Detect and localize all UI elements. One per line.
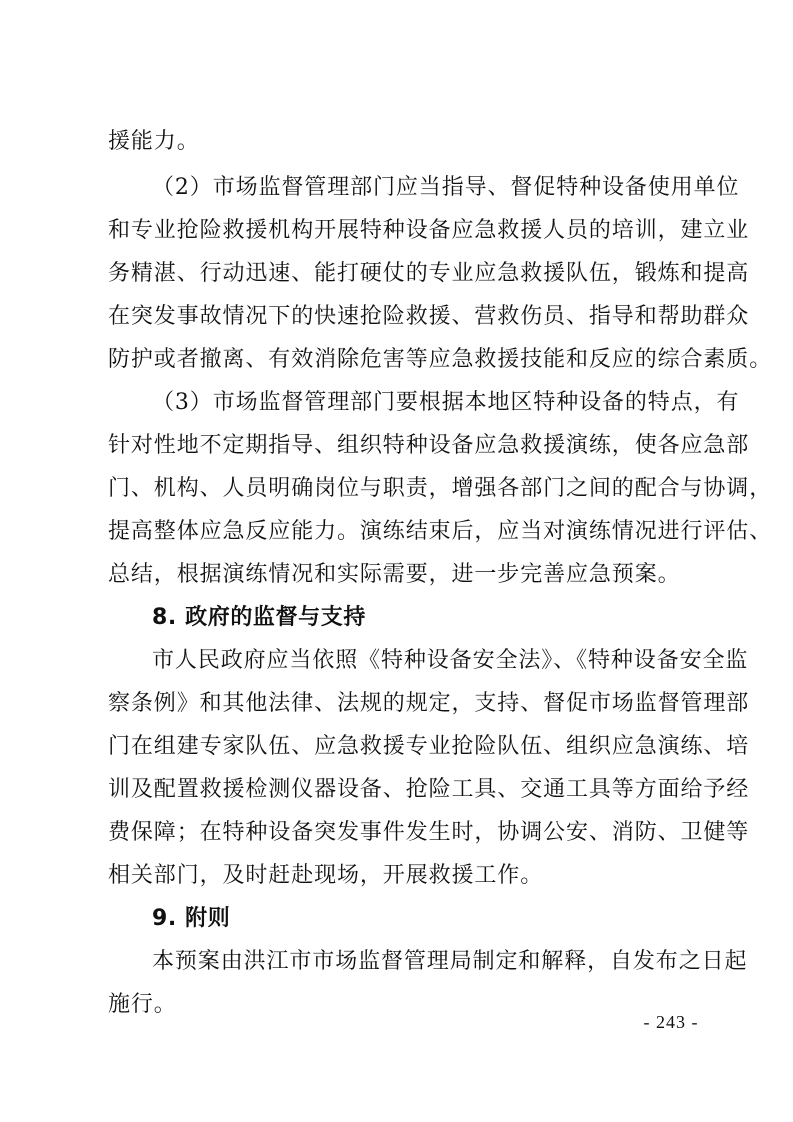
- paragraph-3-line-3: 门、机构、人员明确岗位与职责，增强各部门之间的配合与协调，: [108, 476, 773, 501]
- paragraph-8-line-3: 门在组建专家队伍、应急救援专业抢险队伍、组织应急演练、培: [108, 734, 750, 759]
- paragraph-8-line-2: 察条例》和其他法律、法规的规定，支持、督促市场监督管理部: [108, 691, 750, 716]
- paragraph-8-line-6: 相关部门，及时赶赴现场，开展救援工作。: [108, 863, 544, 888]
- paragraph-3-line-2: 针对性地不定期指导、组织特种设备应急救援演练，使各应急部: [108, 433, 750, 458]
- page-number: - 243 -: [643, 1012, 699, 1032]
- paragraph-2-line-4: 在突发事故情况下的快速抢险救援、营救伤员、指导和帮助群众: [108, 304, 750, 329]
- paragraph-9-line-1: 本预案由洪江市市场监督管理局制定和解释，自发布之日起: [152, 949, 748, 974]
- paragraph-3-line-1: （3）市场监督管理部门要根据本地区特种设备的特点，有: [152, 390, 740, 415]
- paragraph-3-line-5: 总结，根据演练情况和实际需要，进一步完善应急预案。: [108, 562, 681, 587]
- section-9-heading: 9. 附则: [152, 906, 231, 931]
- paragraph-2-line-5: 防护或者撤离、有效消除危害等应急救援技能和反应的综合素质。: [108, 347, 773, 372]
- paragraph-3-line-4: 提高整体应急反应能力。演练结束后，应当对演练情况进行评估、: [108, 519, 773, 544]
- paragraph-2-line-2: 和专业抢险救援机构开展特种设备应急救援人员的培训，建立业: [108, 218, 750, 243]
- paragraph-9-line-2: 施行。: [108, 992, 177, 1017]
- paragraph-continuation-line: 援能力。: [108, 129, 200, 154]
- paragraph-8-line-1: 市人民政府应当依照《特种设备安全法》、《特种设备安全监: [152, 648, 749, 673]
- paragraph-2-line-3: 务精湛、行动迅速、能打硬仗的专业应急救援队伍，锻炼和提高: [108, 261, 750, 286]
- section-8-heading: 8. 政府的监督与支持: [152, 605, 366, 630]
- paragraph-2-line-1: （2）市场监督管理部门应当指导、督促特种设备使用单位: [152, 175, 740, 200]
- paragraph-8-line-5: 费保障；在特种设备突发事件发生时，协调公安、消防、卫健等: [108, 820, 750, 845]
- paragraph-8-line-4: 训及配置救援检测仪器设备、抢险工具、交通工具等方面给予经: [108, 777, 750, 802]
